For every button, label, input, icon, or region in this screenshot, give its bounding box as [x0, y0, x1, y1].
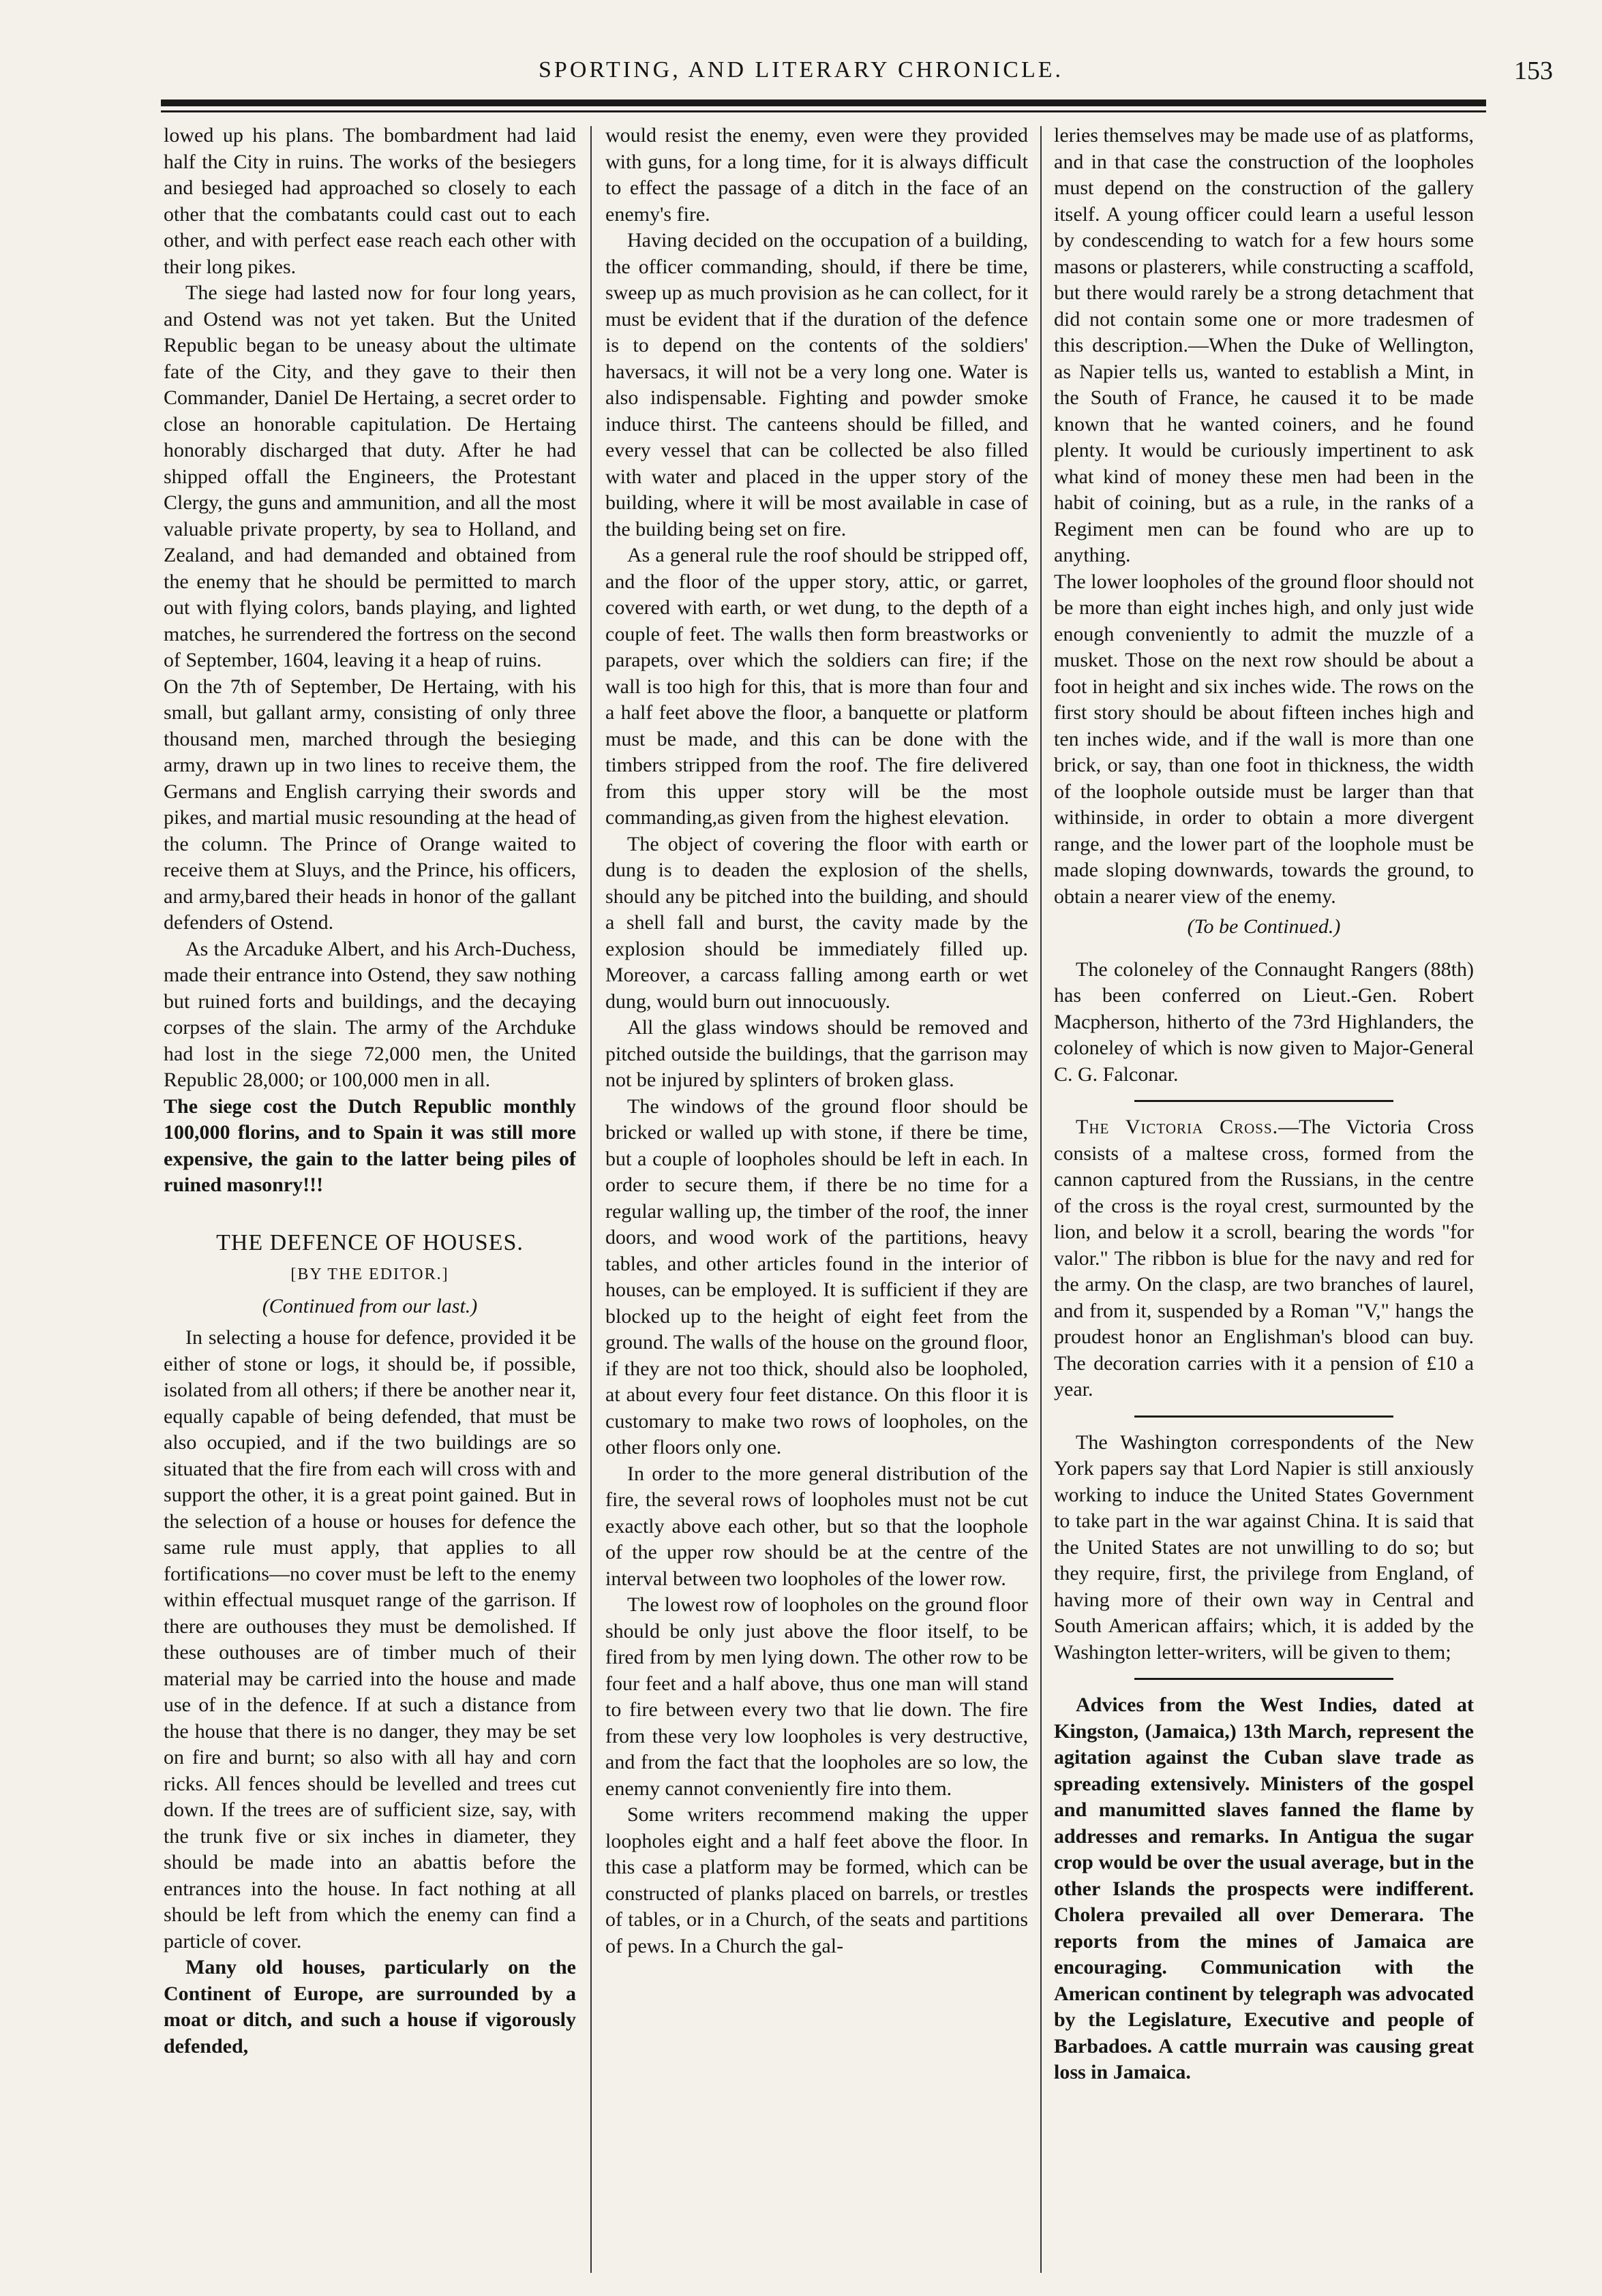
paragraph: In selecting a house for defence, provided it be either of stone or logs, it should be, if possible, isolated from all others; if there be another near it, equally capable of being defended, that must be also occupied, and if the two buildings are so situated that the fire from each will cross with and support the other, it is a great point gained. But in the selection of a house or houses for defence the same rule must apply, that applies to all fortifications—no cover must be left to the enemy within effectual musquet range of the garrison. If there are outhouses they must be demolished. If these outhouses are of timber much of their material may be carried into the house and made use of in the defence. If at such a distance from the house that there is no danger, they may be set on fire and burnt; so also with all hay and corn ricks. All fences should be levelled and trees cut down. If the trees are of sufficient size, say, with the trunk five or six inches in diameter, they should be made into an abattis before the entrances into the house. In fact nothing at all should be left from which the enemy can find a particle of cover.: [164, 1326, 576, 1953]
to-be-continued-note: (To be Continued.): [1187, 915, 1341, 938]
paragraph: As a general rule the roof should be stripped off, and the floor of the upper story, attic, or garret, covered with earth, or wet dung, to the depth of a couple of feet. The walls then form breastworks or parapets, over which the soldiers can fire; if the wall is too high for this, that is more than four and a half feet above the floor, a banquette or platform must be made, and this can be done with the timbers stripped from the roof. The fire delivered from this upper story will be the most commanding,as given from the highest elevation.: [605, 544, 1028, 829]
item-body: —The Victoria Cross consists of a maltese cross, formed from the cannon captured from the Russians, in the centre of the cross is the royal crest, surmounted by the lion, and below it a scroll, bearing the words "for valor." The ribbon is blue for the navy and red for the army. On the clasp, are two branches of laurel, and from it, suspended by a Roman "V," hangs the proudest honor an Englishman's blood can buy. The decoration carries with it a pension of £10 a year.: [1054, 1116, 1474, 1400]
section-rule: [1134, 1415, 1393, 1418]
column-2: [605, 123, 1028, 2276]
paragraph: All the glass windows should be removed and pitched outside the buildings, that the garrison may not be injured by splinters of broken glass.: [605, 1016, 1028, 1091]
article-heading: THE DEFENCE OF HOUSES.: [216, 1229, 524, 1255]
column-divider: [1040, 126, 1042, 2273]
paragraph: The Washington correspondents of the New York papers say that Lord Napier is still anxiously working to induce the United States Government to take part in the war against China. It is said that the United States are not unwilling to do so; but they require, first, the privilege from England, of having more of their own way in Central and South American affairs; which, it is added by the Washington letter-writers, will be given to them;: [1054, 1430, 1474, 1664]
paragraph: On the 7th of September, De Hertaing, with his small, but gallant army, consisting of only three thousand men, marched through the besieging army, drawn up in two lines to receive them, the Germans and English carrying their swords and pikes, and martial music resounding at the head of the column. The Prince of Orange waited to receive them at Sluys, and the Prince, his officers, and army,bared their heads in honor of the gallant defenders of Ostend.: [164, 675, 576, 934]
paragraph: Advices from the West Indies, dated at Kingston, (Jamaica,) 13th March, represent the agitation against the Cuban slave trade as spreading extensively. Ministers of the gospel and manumitted slaves fanned the flame by addresses and remarks. In Antigua the sugar crop would be over the usual average, but in the other Islands the prospects were indifferent. Cholera prevailed all over Demerara. The reports from the mines of Jamaica are encouraging. Communication with the American continent by telegraph was advocated by the Legislature, Executive and people of Barbadoes. A cattle murrain was causing great loss in Jamaica.: [1054, 1694, 1474, 2083]
paragraph: In order to the more general distribution of the fire, the several rows of loopholes must not be cut exactly above each other, but so that the loophole of the upper row should be at the centre of the interval between two loopholes of the lower row.: [605, 1462, 1028, 1590]
paragraph: As the Arcaduke Albert, and his Arch-Duchess, made their entrance into Ostend, they saw nothing but ruined forts and buildings, and the decaying corpses of the slain. The army of the Archduke had lost in the siege 72,000 men, the United Republic 28,000; or 100,000 men in all.: [164, 937, 576, 1091]
paragraph: would resist the enemy, even were they provided with guns, for a long time, for it is always difficult to effect the passage of a ditch in the face of an enemy's fire.: [605, 124, 1028, 226]
paragraph: The lowest row of loopholes on the ground floor should be only just above the floor itself, to be fired from by men lying down. The other row to be four feet and a half above, thus one man will stand to fire between every two that lie down. The fire from these very low loopholes is very destructive, and from the fact that the loopholes are so low, the enemy cannot conveniently fire into them.: [605, 1593, 1028, 1800]
column-divider: [590, 126, 592, 2273]
paragraph: Having decided on the occupation of a building, the officer commanding, should, if there be time, sweep up as much provision as he can collect, for it must be evident that if the duration of the defence is to depend on the contents of the soldiers' haversacs, it will not be a very long one. Water is also indispensable. Fighting and powder smoke induce thirst. The canteens should be filled, and every vessel that can be collected be also filled with water and placed in the upper story of the building, where it will be most available in case of the building being set on fire.: [605, 229, 1028, 540]
paragraph: leries themselves may be made use of as platforms, and in that case the construction of the loopholes must depend on the construction of the gallery itself. A young officer could learn a useful lesson by condescending to watch for a few hours some masons or plasterers, while constructing a scaffold, but there would rarely be a strong detachment that did not contain some one or more tradesmen of this description.—When the Duke of Wellington, as Napier tells us, wanted to establish a Mint, in the South of France, he caused it to be made known that he wanted coiners, and he found plenty. It would be curiously impertinent to ask what kind of money these men had been in the habit of coining, but as a rule, in the ranks of a Regiment men can be found who are up to anything.: [1054, 124, 1474, 566]
page-number: 153: [1514, 57, 1553, 85]
victoria-cross-paragraph: [1054, 1114, 1474, 1403]
paragraph: The siege cost the Dutch Republic monthly 100,000 florins, and to Spain it was still more expensive, the gain to the latter being piles of ruined masonry!!!: [164, 1095, 576, 1196]
column-1: [164, 123, 576, 2276]
running-title: SPORTING, AND LITERARY CHRONICLE.: [539, 57, 1063, 82]
item-title: The Victoria Cross.: [1076, 1116, 1279, 1138]
header-rule-thick: [161, 100, 1486, 106]
paragraph: The coloneley of the Connaught Rangers (88th) has been conferred on Lieut.-Gen. Robert Macpherson, hitherto of the 73rd Highlanders, the coloneley of which is now given to Major-General C. G. Falconar.: [1054, 958, 1474, 1086]
byline: [BY THE EDITOR.]: [290, 1266, 449, 1283]
column-3: [1054, 123, 1474, 2276]
paragraph: lowed up his plans. The bombardment had laid half the City in ruins. The works of the besiegers and besieged had approached so closely to each other that the combatants could cast out to each other, and with perfect ease reach each other with their long pikes.: [164, 124, 576, 278]
section-rule: [1134, 1100, 1393, 1102]
paragraph: The windows of the ground floor should be bricked or walled up with stone, if there be time, but a couple of loopholes should be left in each. In order to secure them, if there be no time for a regular walling up, the timber of the roof, the inner doors, and wood work of the partitions, heavy tables, and other articles found in the interior of houses, can be employed. It is sufficient if they are blocked up to the height of eight feet from the ground. The walls of the house on the ground floor, if they are not too thick, should also be loopholed, at about every four feet distance. On this floor it is customary to make two rows of loopholes, on the other floors only one.: [605, 1095, 1028, 1458]
paragraph: The siege had lasted now for four long years, and Ostend was not yet taken. But the United Republic began to be uneasy about the ultimate fate of the City, and they gave to their then Commander, Daniel De Hertaing, a secret order to close an honorable capitulation. De Hertaing honorably discharged that duty. After he had shipped offall the Engineers, the Protestant Clergy, the guns and ammunition, and all the most valuable private property, by sea to Holland, and Zealand, and had demanded and obtained from the enemy that he should be permitted to march out with flying colors, bands playing, and lighted matches, he surrendered the fortress on the second of September, 1604, leaving it a heap of ruins.: [164, 281, 576, 671]
paragraph: Many old houses, particularly on the Continent of Europe, are surrounded by a moat or ditch, and such a house if vigorously defended,: [164, 1956, 576, 2057]
continued-note: (Continued from our last.): [262, 1294, 478, 1317]
header-rule-thin: [161, 110, 1486, 112]
running-head: [0, 53, 1602, 94]
section-rule: [1134, 1678, 1393, 1680]
paragraph: Some writers recommend making the upper loopholes eight and a half feet above the floor. In this case a platform may be formed, which can be constructed of planks placed on barrels, or trestles of tables, or in a Church, of the seats and partitions of pews. In a Church the gal-: [605, 1803, 1028, 1957]
paragraph: The object of covering the floor with earth or dung is to deaden the explosion of the shells, should any be pitched into the building, and should a shell fall and burst, the cavity made by the explosion should be immediately filled up. Moreover, a carcass falling among earth or wet dung, would burn out innocuously.: [605, 832, 1028, 1013]
paragraph: The lower loopholes of the ground floor should not be more than eight inches high, and only just wide enough conveniently to admit the muzzle of a musket. Those on the next row should be about a foot in height and six inches wide. The rows on the first story should be about fifteen inches high and ten inches wide, and if the wall is more than one brick, or say, than one foot in thickness, the width of the loophole outside must be larger than that withinside, in order to obtain a more divergent range, and the lower part of the loophole must be made sloping downwards, towards the ground, to obtain a nearer view of the enemy.: [1054, 570, 1474, 908]
